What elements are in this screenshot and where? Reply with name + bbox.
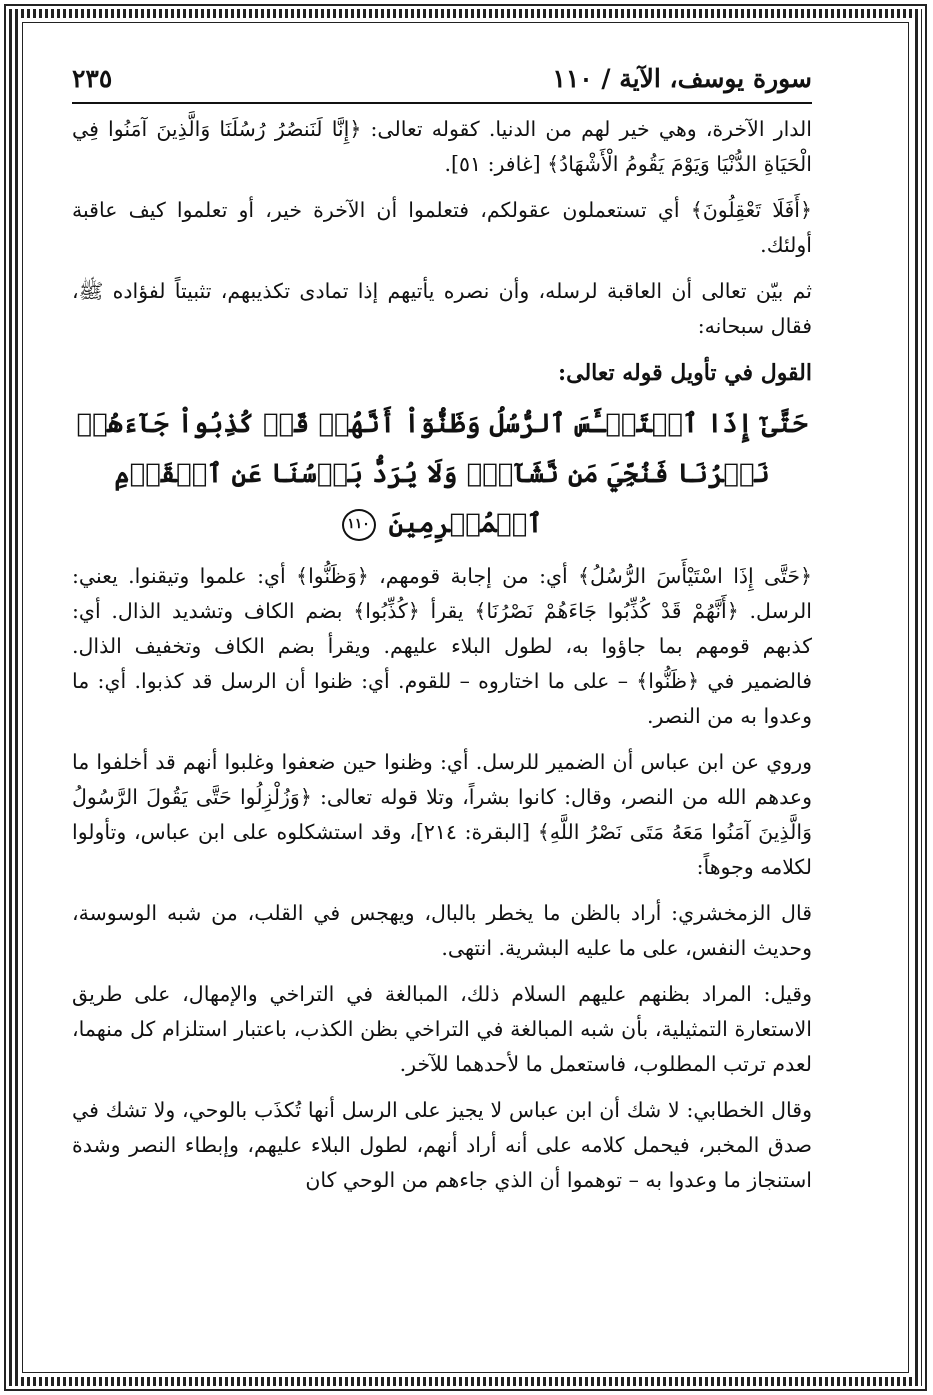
paragraph-6: قال الزمخشري: أراد بالظن ما يخطر بالبال، ويهجس في القلب، من شبه الوسوسة، وحديث النفس، على ما عليه البشرية. انتهى. — [72, 901, 812, 960]
quran-verse-text: حَتَّىٰٓ إِذَا ٱسۡتَيۡـَٔسَ ٱلرُّسُلُ وَظَنُّوٓاْ أَنَّهُمۡ قَدۡ كُذِبُواْ جَآءَهُمۡ نَصۡرُنَا فَنُجِّيَ مَن نَّشَآءُۖ وَلَا يُرَدُّ بَأۡسُنَا عَنِ ٱلۡقَوۡمِ ٱلۡمُجۡرِمِينَ — [76, 409, 808, 539]
section-heading: القول في تأويل قوله تعالى: — [558, 360, 812, 386]
paragraph-8: وقال الخطابي: لا شك أن ابن عباس لا يجيز على الرسل أنها تُكذَب بالوحي، ولا تشك في صدق المخبر، فيحمل كلامه على أنه أراد أنهم، لطول البلاء عليهم، وإبطاء النصر وشدة استنجاز ما وعدوا به – توهموا أن الذي جاءهم من الوحي كان — [72, 1098, 812, 1192]
paragraph-5: وروي عن ابن عباس أن الضمير للرسل. أي: وظنوا حين ضعفوا وغلبوا أنهم قد أخلفوا ما وعدهم الله من النصر، وقال: كانوا بشراً، وتلا قوله تعالى: ﴿وَزُلْزِلُوا حَتَّى يَقُولَ الرَّسُولُ وَالَّذِينَ آمَنُوا مَعَهُ مَتَى نَصْرُ اللَّهِ﴾ [البقرة: ٢١٤]، وقد استشكلوه على ابن عباس، وتأولوا لكلامه وجوهاً: — [72, 750, 812, 879]
paragraph-4: ﴿حَتَّى إِذَا اسْتَيْأَسَ الرُّسُلُ﴾ أي: من إجابة قومهم، ﴿وَظَنُّوا﴾ أي: علموا وتيقنوا. يعني: الرسل. ﴿أَنَّهُمْ قَدْ كُذِّبُوا جَاءَهُمْ نَصْرُنَا﴾ يقرأ ﴿كُذِّبُوا﴾ بضم الكاف وتشديد الذال. أي: كذبهم قومهم بما جاؤوا به، لطول البلاء عليهم. ويقرأ بضم الكاف وتخفيف الذال. فالضمير في ﴿ظَنُّوا﴾ – على ما اختاروه – للقوم. أي: ظنوا أن الرسل قد كذبوا. أي: ما وعدوا به من النصر. — [72, 564, 812, 728]
page-header — [72, 62, 812, 104]
paragraph-3: ثم بيّن تعالى أن العاقبة لرسله، وأن نصره يأتيهم إذا تمادى تكذيبهم، تثبيتاً لفؤاده ﷺ، فقال سبحانه: — [72, 279, 812, 338]
quran-verse-block — [72, 399, 812, 549]
page-body — [72, 112, 812, 1198]
page-number: ٢٣٥ — [72, 64, 113, 93]
surah-title: سورة يوسف، الآية / ١١٠ — [552, 64, 812, 93]
verse-number-mark: ١١٠ — [342, 509, 376, 541]
paragraph-7: وقيل: المراد بظنهم عليهم السلام ذلك، المبالغة في التراخي والإمهال، على طريق الاستعارة التمثيلية، بأن شبه المبالغة في التراخي بظن الكذب، باعتبار استلزام كل منهما، لعدم ترتب المطلوب، فاستعمل ما لأحدهما للآخر. — [72, 982, 812, 1076]
book-page — [72, 62, 812, 1209]
paragraph-2: ﴿أَفَلَا تَعْقِلُونَ﴾ أي تستعملون عقولكم، فتعلموا أن الآخرة خير، أو تعلموا كيف عاقبة أولئك. — [72, 198, 812, 257]
paragraph-1: الدار الآخرة، وهي خير لهم من الدنيا. كقوله تعالى: ﴿إِنَّا لَنَنصُرُ رُسُلَنَا وَالَّذِينَ آمَنُوا فِي الْحَيَاةِ الدُّنْيَا وَيَوْمَ يَقُومُ الْأَشْهَادُ﴾ [غافر: ٥١]. — [72, 117, 812, 176]
